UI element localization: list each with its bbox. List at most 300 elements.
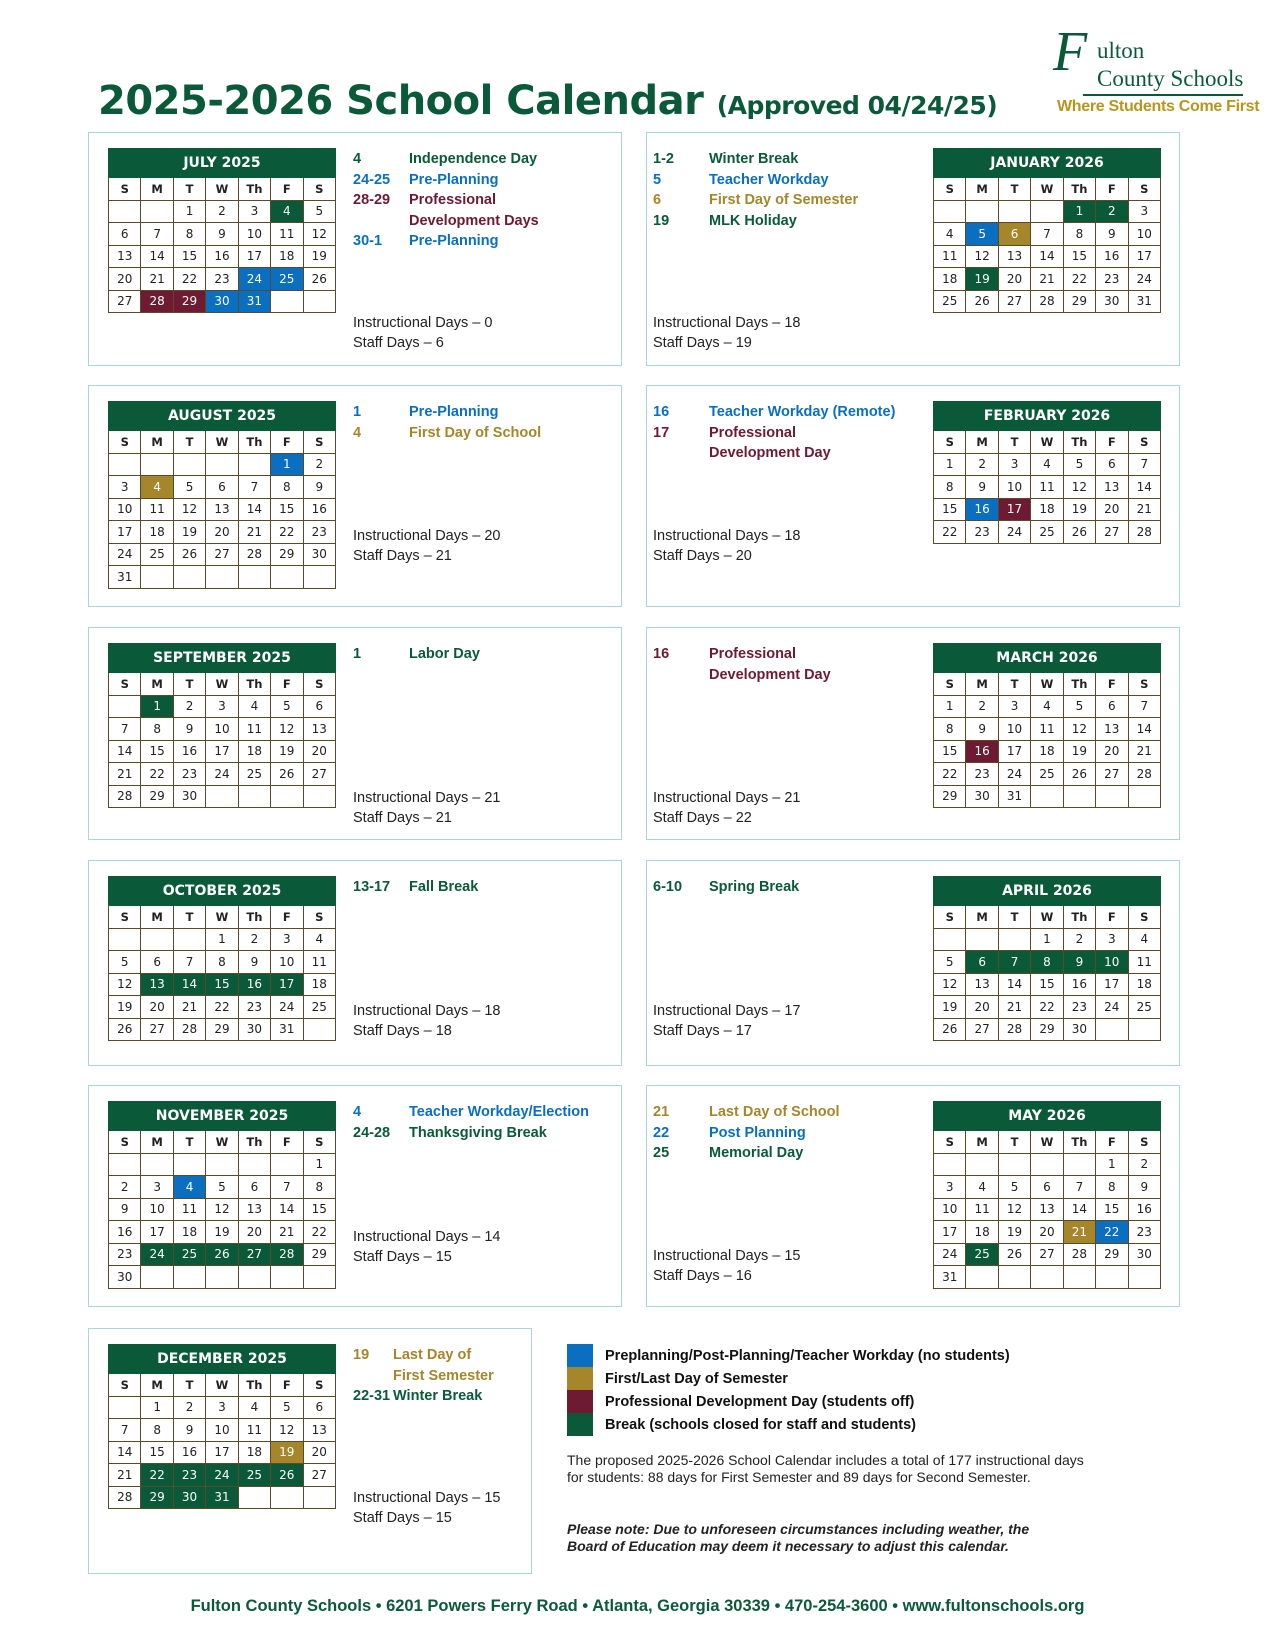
- day-cell: 3: [998, 453, 1030, 476]
- day-cell: 12: [173, 498, 205, 521]
- weekday-header: Th: [1063, 906, 1095, 929]
- event-date: 24-28: [353, 1124, 391, 1141]
- day-cell: 21: [109, 763, 141, 786]
- legend-label: Break (schools closed for staff and students): [605, 1416, 917, 1433]
- day-cell: 7: [1063, 1176, 1095, 1199]
- event-label: Teacher Workday: [709, 171, 829, 188]
- weekday-header: Th: [238, 906, 270, 929]
- day-counts: [353, 526, 501, 566]
- day-cell: 25: [173, 1243, 205, 1266]
- day-cell: 3: [998, 695, 1030, 718]
- day-cell: 24: [109, 543, 141, 566]
- event-item: [653, 149, 908, 170]
- day-cell: 4: [271, 200, 303, 223]
- empty-day-cell: [1031, 200, 1063, 223]
- day-cell: 30: [1128, 1243, 1160, 1266]
- weekday-header: S: [1128, 673, 1160, 696]
- day-cell: 23: [238, 996, 270, 1019]
- day-cell: 25: [966, 1243, 998, 1266]
- day-cell: 30: [238, 1018, 270, 1041]
- day-cell: 7: [271, 1176, 303, 1199]
- event-item: [353, 877, 608, 898]
- day-cell: 14: [998, 973, 1030, 996]
- logo-initial: F: [1053, 21, 1088, 83]
- day-cell: 6: [303, 1396, 335, 1419]
- weekday-header: S: [303, 178, 335, 201]
- month-calendar: [933, 1101, 1161, 1289]
- day-cell: 3: [238, 200, 270, 223]
- day-counts: [353, 1227, 501, 1267]
- event-item: [353, 231, 608, 252]
- page-title: [98, 78, 997, 124]
- day-cell: 23: [173, 1464, 205, 1487]
- day-counts: [353, 313, 492, 353]
- day-cell: 17: [1096, 973, 1128, 996]
- day-cell: 6: [109, 223, 141, 246]
- empty-day-cell: [966, 1266, 998, 1289]
- day-cell: 15: [141, 740, 173, 763]
- day-cell: 13: [998, 245, 1030, 268]
- day-cell: 3: [271, 928, 303, 951]
- event-item: [653, 1143, 908, 1164]
- weekday-header: M: [966, 178, 998, 201]
- day-cell: 12: [1063, 476, 1095, 499]
- weekday-header: S: [303, 431, 335, 454]
- empty-day-cell: [271, 1153, 303, 1176]
- staff-days: Staff Days – 15: [353, 1510, 452, 1526]
- day-cell: 30: [173, 1486, 205, 1509]
- day-cell: 1: [934, 695, 966, 718]
- day-counts: [353, 1001, 501, 1041]
- day-cell: 2: [238, 928, 270, 951]
- day-cell: 29: [1063, 290, 1095, 313]
- day-cell: 17: [1128, 245, 1160, 268]
- day-cell: 29: [1096, 1243, 1128, 1266]
- day-cell: 22: [934, 763, 966, 786]
- day-counts: [653, 313, 801, 353]
- day-cell: 8: [206, 951, 238, 974]
- day-cell: 19: [1063, 740, 1095, 763]
- event-label: Independence Day: [409, 151, 538, 167]
- event-item: [653, 211, 908, 232]
- day-cell: 2: [303, 453, 335, 476]
- event-date: 1: [353, 646, 362, 662]
- weekday-header: M: [966, 1131, 998, 1154]
- day-cell: 26: [271, 1464, 303, 1487]
- empty-day-cell: [303, 1486, 335, 1509]
- day-cell: 16: [1128, 1198, 1160, 1221]
- day-cell: 6: [206, 476, 238, 499]
- day-cell: 22: [271, 521, 303, 544]
- day-cell: 31: [934, 1266, 966, 1289]
- legend-swatch: [567, 1390, 593, 1413]
- day-cell: 8: [934, 476, 966, 499]
- weekday-header: S: [934, 1131, 966, 1154]
- weekday-header: S: [1128, 431, 1160, 454]
- weekday-header: W: [1031, 1131, 1063, 1154]
- day-cell: 12: [271, 718, 303, 741]
- event-label: First Day of Semester: [709, 192, 859, 208]
- day-cell: 29: [141, 1486, 173, 1509]
- day-cell: 1: [271, 453, 303, 476]
- day-cell: 1: [1063, 200, 1095, 223]
- empty-day-cell: [1128, 785, 1160, 808]
- day-cell: 11: [1031, 718, 1063, 741]
- month-panel-january-2026: [646, 132, 1180, 366]
- weekday-header: Th: [238, 431, 270, 454]
- month-title: JANUARY 2026: [934, 149, 1161, 178]
- day-cell: 16: [966, 498, 998, 521]
- day-cell: 14: [1128, 718, 1160, 741]
- day-cell: 21: [1063, 1221, 1095, 1244]
- day-cell: 24: [238, 268, 270, 291]
- weekday-header: S: [109, 431, 141, 454]
- empty-day-cell: [173, 928, 205, 951]
- empty-day-cell: [303, 566, 335, 589]
- day-cell: 11: [238, 718, 270, 741]
- day-cell: 24: [998, 763, 1030, 786]
- day-cell: 9: [966, 476, 998, 499]
- day-cell: 26: [1063, 521, 1095, 544]
- day-cell: 27: [141, 1018, 173, 1041]
- day-cell: 27: [998, 290, 1030, 313]
- month-title: AUGUST 2025: [109, 402, 336, 431]
- weekday-header: M: [141, 673, 173, 696]
- month-panel-august-2025: [88, 385, 622, 607]
- day-cell: 22: [1096, 1221, 1128, 1244]
- day-cell: 22: [303, 1221, 335, 1244]
- adjustment-note: Please note: Due to unforeseen circumstances including weather, the Board of Education may deem it necessary to adjust this calendar.: [567, 1521, 1030, 1554]
- day-cell: 13: [141, 973, 173, 996]
- day-cell: 10: [271, 951, 303, 974]
- day-cell: 11: [303, 951, 335, 974]
- month-events: [353, 1102, 608, 1143]
- event-item: [353, 423, 608, 444]
- day-cell: 7: [998, 951, 1030, 974]
- day-cell: 15: [173, 245, 205, 268]
- instructional-days: Instructional Days – 15: [353, 1490, 501, 1506]
- day-cell: 15: [934, 740, 966, 763]
- event-label: Last Day of School: [709, 1104, 840, 1120]
- empty-day-cell: [141, 453, 173, 476]
- day-cell: 15: [1063, 245, 1095, 268]
- empty-day-cell: [271, 566, 303, 589]
- day-cell: 9: [238, 951, 270, 974]
- day-cell: 5: [173, 476, 205, 499]
- day-cell: 24: [271, 996, 303, 1019]
- day-cell: 9: [966, 718, 998, 741]
- day-cell: 23: [966, 521, 998, 544]
- event-date: 4: [353, 424, 362, 441]
- day-cell: 6: [303, 695, 335, 718]
- day-cell: 18: [1128, 973, 1160, 996]
- empty-day-cell: [109, 695, 141, 718]
- day-cell: 15: [1031, 973, 1063, 996]
- day-cell: 16: [173, 1441, 205, 1464]
- instructional-days: Instructional Days – 18: [653, 528, 801, 544]
- empty-day-cell: [141, 566, 173, 589]
- title-text: 2025-2026 School Calendar: [98, 78, 704, 124]
- month-title: JULY 2025: [109, 149, 336, 178]
- day-cell: 10: [934, 1198, 966, 1221]
- empty-day-cell: [1063, 1153, 1095, 1176]
- event-label: Professional Development Days: [409, 192, 539, 229]
- weekday-header: W: [1031, 178, 1063, 201]
- day-cell: 9: [109, 1198, 141, 1221]
- day-cell: 19: [934, 996, 966, 1019]
- logo-line2: County Schools: [1097, 66, 1244, 91]
- weekday-header: Th: [1063, 431, 1095, 454]
- weekday-header: T: [173, 1131, 205, 1154]
- day-cell: 25: [934, 290, 966, 313]
- day-cell: 13: [238, 1198, 270, 1221]
- day-cell: 17: [998, 740, 1030, 763]
- weekday-header: F: [1096, 431, 1128, 454]
- day-cell: 9: [303, 476, 335, 499]
- event-item: [353, 644, 608, 665]
- empty-day-cell: [1128, 1266, 1160, 1289]
- day-cell: 28: [271, 1243, 303, 1266]
- day-cell: 24: [998, 521, 1030, 544]
- event-label: Professional Development Day: [709, 424, 831, 461]
- day-cell: 20: [206, 521, 238, 544]
- day-cell: 20: [303, 1441, 335, 1464]
- day-cell: 8: [141, 1419, 173, 1442]
- instructional-days: Instructional Days – 21: [653, 790, 801, 806]
- event-date: 16: [653, 646, 670, 662]
- month-calendar: [108, 1344, 336, 1509]
- weekday-header: Th: [1063, 1131, 1095, 1154]
- legend-swatch: [567, 1344, 593, 1367]
- weekday-header: W: [206, 431, 238, 454]
- event-label: Spring Break: [709, 879, 800, 895]
- month-calendar: [108, 401, 336, 589]
- day-cell: 7: [1031, 223, 1063, 246]
- event-date: 22: [653, 1124, 670, 1141]
- day-cell: 26: [271, 763, 303, 786]
- day-cell: 10: [238, 223, 270, 246]
- day-cell: 27: [303, 1464, 335, 1487]
- day-cell: 26: [109, 1018, 141, 1041]
- weekday-header: T: [998, 906, 1030, 929]
- day-cell: 20: [1031, 1221, 1063, 1244]
- month-events: [653, 644, 908, 685]
- month-events: [653, 1102, 908, 1164]
- day-cell: 27: [206, 543, 238, 566]
- day-cell: 5: [206, 1176, 238, 1199]
- day-cell: 29: [271, 543, 303, 566]
- empty-day-cell: [934, 928, 966, 951]
- month-panel-october-2025: [88, 860, 622, 1066]
- day-cell: 24: [206, 763, 238, 786]
- day-cell: 2: [1063, 928, 1095, 951]
- weekday-header: S: [109, 1131, 141, 1154]
- day-cell: 22: [141, 763, 173, 786]
- day-cell: 25: [1031, 521, 1063, 544]
- day-counts: [353, 788, 501, 828]
- instructional-days: Instructional Days – 15: [653, 1248, 801, 1264]
- weekday-header: M: [966, 431, 998, 454]
- empty-day-cell: [141, 1153, 173, 1176]
- empty-day-cell: [271, 785, 303, 808]
- instructional-days: Instructional Days – 20: [353, 528, 501, 544]
- day-cell: 11: [1031, 476, 1063, 499]
- day-cell: 7: [238, 476, 270, 499]
- day-cell: 18: [271, 245, 303, 268]
- day-cell: 11: [271, 223, 303, 246]
- weekday-header: T: [173, 431, 205, 454]
- day-cell: 4: [238, 1396, 270, 1419]
- day-cell: 8: [303, 1176, 335, 1199]
- empty-day-cell: [206, 785, 238, 808]
- day-cell: 9: [1096, 223, 1128, 246]
- day-cell: 8: [173, 223, 205, 246]
- event-item: [653, 423, 908, 464]
- day-cell: 10: [206, 1419, 238, 1442]
- day-cell: 17: [109, 521, 141, 544]
- day-cell: 19: [1063, 498, 1095, 521]
- day-cell: 25: [1128, 996, 1160, 1019]
- staff-days: Staff Days – 15: [353, 1249, 452, 1265]
- event-label: Post Planning: [709, 1124, 806, 1141]
- day-cell: 26: [303, 268, 335, 291]
- staff-days: Staff Days – 17: [653, 1023, 752, 1039]
- day-cell: 18: [1031, 740, 1063, 763]
- day-cell: 20: [109, 268, 141, 291]
- empty-day-cell: [109, 928, 141, 951]
- empty-day-cell: [271, 1486, 303, 1509]
- weekday-header: W: [1031, 673, 1063, 696]
- month-events: [353, 149, 608, 252]
- day-cell: 22: [934, 521, 966, 544]
- empty-day-cell: [238, 1153, 270, 1176]
- month-calendar: [933, 401, 1161, 544]
- weekday-header: S: [109, 1374, 141, 1397]
- event-label: Labor Day: [409, 646, 480, 662]
- event-date: 30-1: [353, 233, 383, 249]
- day-cell: 21: [271, 1221, 303, 1244]
- weekday-header: F: [1096, 673, 1128, 696]
- day-cell: 10: [141, 1198, 173, 1221]
- day-cell: 5: [934, 951, 966, 974]
- day-cell: 25: [141, 543, 173, 566]
- empty-day-cell: [109, 453, 141, 476]
- day-cell: 14: [238, 498, 270, 521]
- event-item: [653, 1102, 908, 1123]
- day-cell: 1: [141, 695, 173, 718]
- month-calendar: [108, 1101, 336, 1289]
- day-cell: 30: [173, 785, 205, 808]
- day-cell: 23: [206, 268, 238, 291]
- day-cell: 4: [1031, 453, 1063, 476]
- day-cell: 28: [109, 785, 141, 808]
- day-cell: 12: [206, 1198, 238, 1221]
- weekday-header: T: [173, 906, 205, 929]
- event-item: [653, 644, 908, 685]
- weekday-header: M: [141, 431, 173, 454]
- weekday-header: S: [1128, 178, 1160, 201]
- instructional-days: Instructional Days – 17: [653, 1003, 801, 1019]
- day-cell: 6: [141, 951, 173, 974]
- event-item: [653, 402, 908, 423]
- day-cell: 26: [966, 290, 998, 313]
- month-title: MAY 2026: [934, 1102, 1161, 1131]
- day-cell: 17: [206, 740, 238, 763]
- day-cell: 28: [1063, 1243, 1095, 1266]
- weekday-header: F: [271, 906, 303, 929]
- day-cell: 2: [966, 695, 998, 718]
- day-cell: 5: [1063, 695, 1095, 718]
- weekday-header: F: [271, 1131, 303, 1154]
- day-cell: 12: [271, 1419, 303, 1442]
- day-cell: 13: [303, 718, 335, 741]
- day-cell: 15: [303, 1198, 335, 1221]
- legend-label: First/Last Day of Semester: [605, 1370, 788, 1387]
- day-cell: 27: [1031, 1243, 1063, 1266]
- legend-swatch: [567, 1413, 593, 1436]
- logo-divider: [1083, 94, 1243, 96]
- day-cell: 4: [141, 476, 173, 499]
- day-cell: 24: [141, 1243, 173, 1266]
- day-cell: 7: [109, 1419, 141, 1442]
- weekday-header: Th: [1063, 673, 1095, 696]
- weekday-header: F: [271, 178, 303, 201]
- instructional-days: Instructional Days – 18: [653, 315, 801, 331]
- weekday-header: S: [1128, 906, 1160, 929]
- empty-day-cell: [173, 1266, 205, 1289]
- day-cell: 11: [141, 498, 173, 521]
- day-cell: 7: [173, 951, 205, 974]
- day-cell: 2: [966, 453, 998, 476]
- day-cell: 3: [206, 1396, 238, 1419]
- day-cell: 14: [1128, 476, 1160, 499]
- weekday-header: Th: [238, 1374, 270, 1397]
- day-cell: 17: [998, 498, 1030, 521]
- event-item: [353, 170, 608, 191]
- staff-days: Staff Days – 18: [353, 1023, 452, 1039]
- day-cell: 21: [998, 996, 1030, 1019]
- day-cell: 26: [1063, 763, 1095, 786]
- empty-day-cell: [303, 785, 335, 808]
- day-cell: 16: [966, 740, 998, 763]
- day-cell: 24: [1096, 996, 1128, 1019]
- day-cell: 22: [206, 996, 238, 1019]
- event-label: First Day of School: [409, 424, 542, 441]
- day-cell: 15: [271, 498, 303, 521]
- day-cell: 18: [303, 973, 335, 996]
- weekday-header: W: [1031, 906, 1063, 929]
- day-cell: 12: [966, 245, 998, 268]
- day-cell: 17: [238, 245, 270, 268]
- day-cell: 11: [934, 245, 966, 268]
- empty-day-cell: [966, 928, 998, 951]
- empty-day-cell: [109, 200, 141, 223]
- weekday-header: T: [998, 178, 1030, 201]
- weekday-header: S: [934, 906, 966, 929]
- day-cell: 17: [271, 973, 303, 996]
- event-label: MLK Holiday: [709, 212, 797, 229]
- weekday-header: F: [271, 1374, 303, 1397]
- day-cell: 23: [1096, 268, 1128, 291]
- event-label: Pre-Planning: [409, 404, 499, 420]
- empty-day-cell: [173, 1153, 205, 1176]
- weekday-header: W: [1031, 431, 1063, 454]
- color-legend: [567, 1344, 1027, 1436]
- month-calendar: [108, 643, 336, 808]
- weekday-header: S: [303, 1131, 335, 1154]
- month-panel-july-2025: [88, 132, 622, 366]
- district-logo: [1045, 21, 1260, 122]
